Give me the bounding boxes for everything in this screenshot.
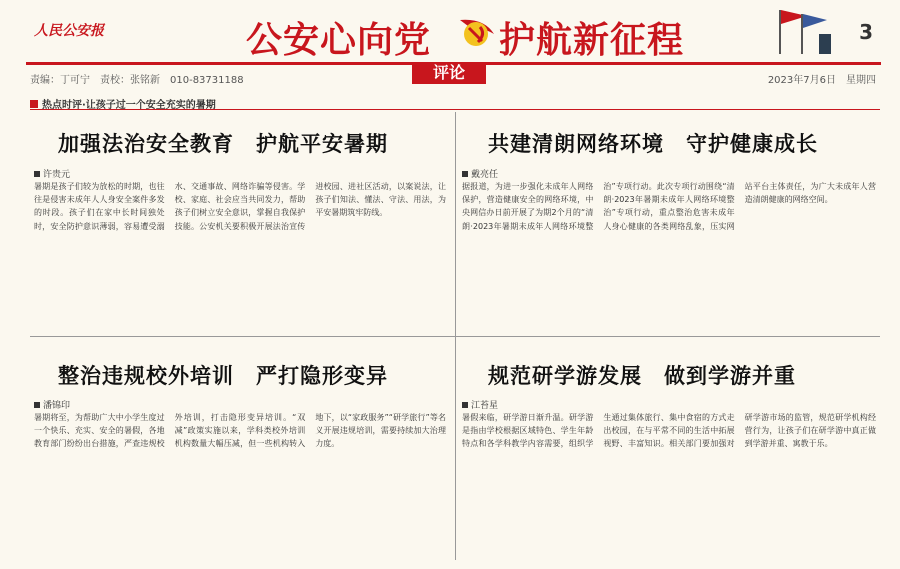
article-body: 暑假来临，研学游日渐升温。研学游是指由学校根据区域特色、学生年龄特点和各学科教学内容需要，组织学生通过集体旅行、集中食宿的方式走出校园，在与平常不同的生活中拓展视野、丰富知识。相关部门要加强对研学游市场的监管，规范研学机构经营行为，让孩子们在研学游中真正做到学游并重、寓教于乐。: [462, 413, 876, 449]
topic-bar: [30, 93, 880, 110]
author-name: 潘锦印: [43, 401, 71, 411]
newspaper-logo: 人民公安报: [34, 23, 104, 39]
article-author: [34, 167, 70, 180]
article-headline: 整治违规校外培训 严打隐形变异: [58, 363, 388, 388]
row-divider: [30, 336, 880, 337]
author-name: 江苔星: [471, 401, 499, 411]
party-emblem-icon: [454, 16, 498, 50]
article-headline: 规范研学游发展 做到学游并重: [488, 363, 796, 388]
byline-marker-icon: [34, 402, 40, 408]
section-label: 评论: [412, 62, 486, 84]
editor-info: 责编：丁可宁 责校：张铭新 010-83731188: [30, 75, 244, 86]
author-name: 戴亮任: [471, 170, 499, 180]
article-body: 据报道，为进一步强化未成年人网络保护，营造健康安全的网络环境，中央网信办日前开展了为期2个月的“清朗·2023年暑期未成年人网络环境整治”专项行动。此次专项行动围绕“清朗·2023年暑期未成年人网络环境整治”专项行动，重点整治危害未成年人身心健康的各类网络乱象，压实网站平台主体责任，为广大未成年人营造清朗健康的网络空间。: [462, 182, 876, 231]
slogan-left: 公安心向党: [246, 19, 432, 61]
slogan-right: 护航新征程: [499, 19, 685, 61]
article-body: 暑期是孩子们较为放松的时期，也往往是侵害未成年人人身安全案件多发的时段。孩子们在家中长时间独处时，安全防护意识薄弱，容易遭受溺水、交通事故、网络诈骗等侵害。学校、家庭、社会应当共同发力，帮助孩子们树立安全意识，掌握自我保护技能。公安机关要积极开展法治宣传进校园、进社区活动，以案说法，让孩子们知法、懂法、守法、用法，为平安暑期筑牢防线。: [34, 182, 446, 231]
byline-marker-icon: [34, 171, 40, 177]
byline-marker-icon: [462, 402, 468, 408]
flags-icon: [771, 6, 841, 56]
author-name: 许贵元: [43, 170, 71, 180]
topic-marker-icon: [30, 100, 38, 108]
article-author: [462, 167, 498, 180]
article-author: [462, 398, 498, 411]
article-headline: 加强法治安全教育 护航平安暑期: [58, 131, 388, 156]
byline-marker-icon: [462, 171, 468, 177]
page-number: 3: [859, 20, 873, 44]
topic-title: 热点时评·让孩子过一个安全充实的暑期: [42, 100, 216, 111]
article-body: 暑期将至，为帮助广大中小学生度过一个快乐、充实、安全的暑假，各地教育部门纷纷出台措施，严查违规校外培训，打击隐形变异培训。“双减”政策实施以来，学科类校外培训机构数量大幅压减，但一些机构转入地下，以“家政服务”“研学旅行”等名义开展违规培训，需要持续加大治理力度。: [34, 413, 446, 449]
article-author: [34, 398, 70, 411]
issue-date: 2023年7月6日 星期四: [767, 75, 876, 86]
article-headline: 共建清朗网络环境 守护健康成长: [488, 131, 818, 156]
masthead: [26, 6, 881, 65]
